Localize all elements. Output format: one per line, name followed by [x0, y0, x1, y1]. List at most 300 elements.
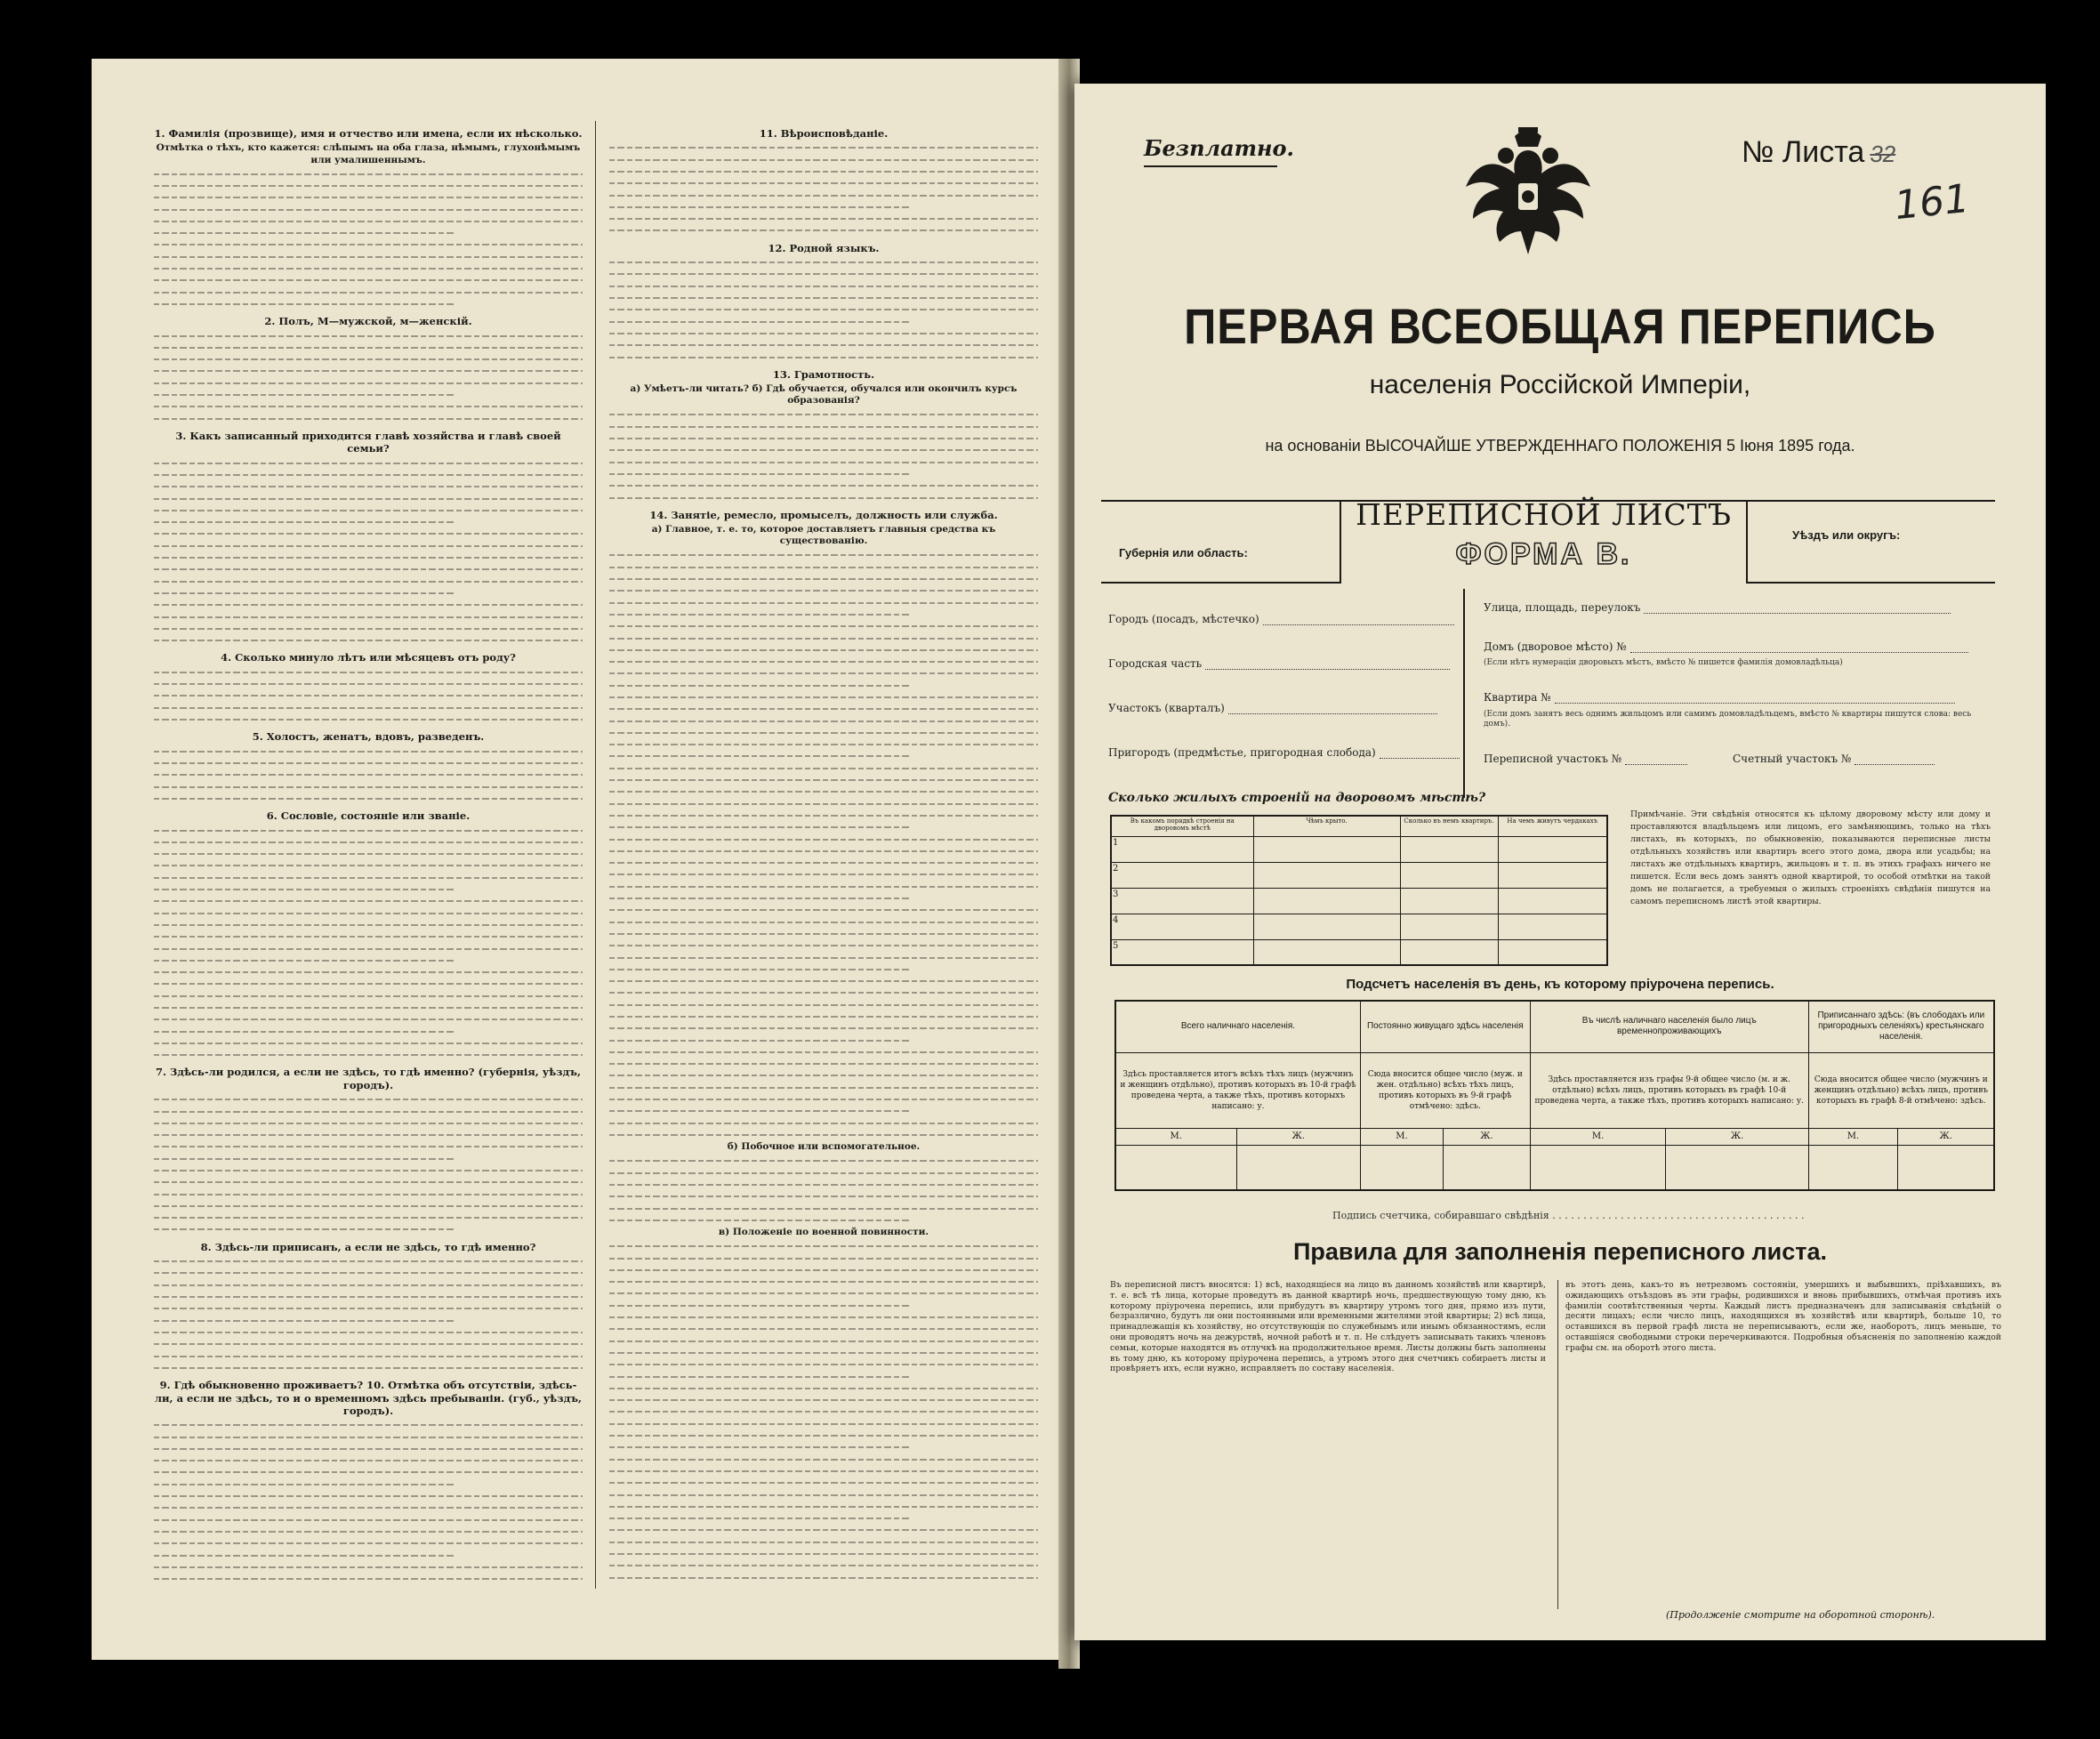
illegible-text-line [609, 810, 1038, 820]
illegible-text-line [609, 987, 1038, 997]
suburb-field[interactable] [1108, 746, 1460, 759]
table-cell[interactable] [1498, 862, 1607, 888]
illegible-text-line [154, 782, 583, 792]
illegible-text-line [609, 433, 1038, 443]
illegible-text-line [154, 1292, 583, 1301]
buildings-col-roof: Чѣмъ крыто. [1253, 816, 1400, 837]
illegible-text-line [609, 763, 1038, 773]
table-cell[interactable] [1498, 888, 1607, 914]
illegible-text-line [154, 588, 454, 598]
male-label: М. [1360, 1128, 1443, 1145]
illegible-text-line [154, 228, 454, 238]
illegible-text-line [154, 703, 583, 713]
illegible-text-line [609, 656, 1038, 666]
illegible-text-line [609, 1047, 1038, 1057]
illegible-text-line [609, 846, 1038, 856]
table-cell[interactable] [1400, 862, 1498, 888]
illegible-text-line [609, 1179, 1038, 1189]
count-cell[interactable] [1898, 1145, 1994, 1190]
illegible-text-line [154, 1562, 583, 1572]
illegible-text-line [154, 401, 583, 411]
illegible-text-line [154, 576, 583, 586]
city-part-field[interactable] [1108, 657, 1450, 670]
count-cell[interactable] [1360, 1145, 1443, 1190]
street-label: Улица, площадь, переулокъ [1484, 601, 1641, 614]
illegible-text-line [609, 857, 1038, 867]
instruction-heading: 4. Сколько минуло лѣтъ или мѣсяцевъ отъ роду? [221, 651, 516, 664]
column-divider [595, 121, 596, 1589]
table-cell[interactable] [1400, 837, 1498, 863]
illegible-text-line [609, 213, 1038, 223]
table-row [1111, 939, 1607, 965]
gubernia-field[interactable]: Губернія или область: [1101, 502, 1341, 584]
illegible-text-line [609, 469, 909, 479]
illegible-text-line [154, 239, 583, 249]
illegible-text-line [154, 470, 583, 479]
precinct-label: Участокъ (кварталъ) [1108, 702, 1225, 714]
form-label: ФОРМА В. [1455, 537, 1632, 571]
illegible-text-line [609, 976, 1038, 986]
illegible-text-line [609, 1083, 1038, 1092]
illegible-text-line [154, 1256, 583, 1266]
illegible-text-line [154, 967, 583, 977]
illegible-text-line [609, 281, 1038, 291]
uezd-field[interactable]: Уѣздъ или округъ: [1746, 502, 1995, 584]
row-number: 1 [1111, 837, 1253, 863]
illegible-text-line [154, 205, 583, 214]
illegible-text-line [609, 680, 909, 690]
illegible-text-line [609, 328, 1038, 338]
illegible-text-line [609, 550, 1038, 560]
illegible-text-line [154, 299, 454, 309]
illegible-text-line [154, 1502, 583, 1512]
illegible-text-line [609, 1241, 1038, 1251]
illegible-text-line [154, 481, 583, 491]
illegible-text-line [609, 917, 1038, 927]
illegible-text-line [609, 929, 1038, 938]
illegible-text-line [609, 786, 1038, 796]
illegible-text-line [154, 873, 583, 882]
illegible-text-line [154, 1224, 454, 1234]
illegible-text-line [609, 1372, 909, 1381]
instruction-subheading: в) Положеніе по военной повинности. [718, 1227, 929, 1238]
illegible-text-line [609, 1276, 1038, 1286]
female-label: Ж. [1236, 1128, 1360, 1145]
illegible-text-line [609, 1419, 1038, 1429]
census-subtitle: населенія Россійской Имперіи, [1369, 370, 1751, 399]
illegible-text-line [154, 1268, 583, 1277]
count-col-total: Всего наличнаго населенія. [1115, 1001, 1360, 1052]
rules-column-1: Въ переписной листъ вносятся: 1) всѣ, находящіеся на лицо въ данномъ хозяйствѣ или квартирѣ, т. е. всѣ тѣ лица, которые проведутъ въ данной квартирѣ ночь, предшествующую тому дню, къ которому пріурочена перепись, или прибудутъ въ квартиру утромъ того дня, прямо изъ пути, безразлично, будутъ ли они постоянными или временными жителями этой квартиры; 2) всѣ лица, принадлежащія къ хозяйству, но отсутствующія по служебнымъ или инымъ обязанностямъ, если они проводятъ ночь на дежурствѣ, ночной работѣ и т. п. Не слѣдуетъ записывать такихъ членовъ семьи, которые находятся въ отлучкѣ на продолжительное время. Листы должны быть заполнены въ тому дню, къ которому пріурочена перепись, а утромъ этого дня счетчикъ собираетъ листы и провѣряетъ ихъ, если нужно, исправляетъ по составу населенія. [1110, 1280, 1546, 1374]
illegible-text-line [154, 1141, 583, 1151]
illegible-text-line [154, 1515, 583, 1525]
illegible-text-line [609, 1560, 1038, 1570]
illegible-text-line [154, 991, 583, 1001]
illegible-text-line [609, 1312, 1038, 1322]
illegible-text-line [609, 1537, 1038, 1547]
illegible-text-line [154, 612, 583, 622]
illegible-text-line [609, 1549, 1038, 1558]
city-part-label: Городская часть [1108, 657, 1203, 670]
illegible-text-line [609, 1288, 1038, 1298]
illegible-text-line [154, 494, 583, 503]
illegible-text-line [609, 493, 1038, 503]
illegible-text-line [154, 1327, 583, 1337]
continued-note: (Продолженіе смотрите на оборотной сторонѣ). [1666, 1609, 1935, 1621]
illegible-text-line [609, 905, 1038, 914]
illegible-text-line [609, 1383, 1038, 1393]
illegible-text-line [609, 1035, 909, 1045]
count-cell[interactable] [1808, 1145, 1898, 1190]
illegible-text-line [154, 1201, 583, 1211]
buildings-question: Сколько жилыхъ строеній на дворовомъ мѣстѣ? [1108, 791, 1486, 805]
illegible-text-line [154, 366, 583, 375]
illegible-text-line [609, 1454, 1038, 1464]
city-label: Городъ (посадъ, мѣстечко) [1108, 613, 1259, 625]
rules-column-2: въ этотъ день, какъ-то въ нетрезвомъ состояніи, умершихъ и выбывшихъ, пріѣхавшихъ, въ ожидающихъ отъѣздовъ въ эти графы, родившихся и вновь прибывшихъ, отмѣчая противъ ихъ фамиліи соотвѣтственныя черты. Каждый листъ предназначенъ для записыванія свѣдѣній о десяти лицахъ; если число лицъ, находящихся въ хозяйствѣ или квартирѣ, больше 10, то оставшихся въ первой графѣ листа не переписываютъ, если же, наоборотъ, лицъ меньше, то оставшіяся свободными строки перечеркиваются. Подробныя объясненія по заполненію каждой графы см. на оборотѣ этого листа. [1565, 1280, 2001, 1353]
illegible-text-line [609, 1573, 1038, 1582]
census-title: ПЕРВАЯ ВСЕОБЩАЯ ПЕРЕПИСЬ [1184, 298, 1936, 354]
illegible-text-line [154, 541, 583, 551]
illegible-text-line [609, 692, 1038, 702]
illegible-text-line [609, 1525, 1038, 1534]
illegible-text-line [154, 1026, 454, 1036]
illegible-text-line [154, 635, 583, 645]
illegible-text-line [154, 1574, 583, 1583]
illegible-text-line [154, 414, 583, 423]
instruction-subheading: а) Умѣетъ-ли читать? б) Гдѣ обучается, обучался или окончилъ курсъ образованія? [630, 383, 1018, 407]
illegible-text-line [609, 869, 1038, 879]
census-district-field[interactable] [1484, 753, 1687, 765]
instruction-heading: 14. Занятіе, ремесло, промыселъ, должность или служба. [649, 508, 998, 521]
illegible-text-line [609, 940, 1038, 950]
instruction-subheading: б) Побочное или вспомогательное. [727, 1141, 921, 1153]
illegible-text-line [609, 257, 1038, 267]
illegible-text-line [154, 667, 583, 677]
table-cell[interactable] [1498, 914, 1607, 939]
illegible-text-line [154, 908, 583, 918]
illegible-text-line [609, 668, 1038, 678]
illegible-text-line [609, 964, 909, 974]
illegible-text-line [609, 1168, 1038, 1178]
illegible-text-line [609, 1501, 1038, 1511]
illegible-text-line [609, 1094, 1038, 1104]
illegible-text-line [154, 896, 583, 906]
illegible-text-line [609, 1106, 909, 1115]
illegible-text-line [609, 166, 1038, 176]
illegible-text-line [154, 1165, 583, 1175]
illegible-text-line [154, 169, 583, 179]
illegible-text-line [154, 1303, 583, 1313]
illegible-text-line [609, 304, 1038, 314]
sheet-name: ПЕРЕПИСНОЙ ЛИСТЪ [1356, 497, 1732, 532]
illegible-text-line [609, 190, 1038, 200]
illegible-text-line [609, 751, 909, 761]
illegible-text-line [154, 624, 583, 633]
city-field[interactable] [1108, 613, 1454, 625]
buildings-col-order: Въ какомъ порядкѣ строенія на дворовомъ мѣстѣ [1111, 816, 1253, 837]
illegible-text-line [609, 422, 1038, 431]
illegible-text-line [609, 834, 1038, 844]
illegible-text-line [609, 1204, 1038, 1213]
illegible-text-line [609, 621, 1038, 631]
illegible-text-line [609, 574, 1038, 584]
legal-basis: на основаніи ВЫСОЧАЙШЕ УТВЕРЖДЕННАГО ПОЛОЖЕНІЯ 5 Іюня 1895 года. [1265, 437, 1855, 455]
row-number: 4 [1111, 914, 1253, 939]
illegible-text-line [154, 458, 583, 468]
illegible-text-line [609, 609, 909, 619]
illegible-text-line [609, 225, 1038, 235]
male-label: М. [1530, 1128, 1666, 1145]
illegible-text-line [609, 728, 1038, 737]
table-cell[interactable] [1253, 862, 1400, 888]
table-row [1111, 862, 1607, 888]
illegible-text-line [154, 758, 583, 768]
illegible-text-line [154, 528, 583, 538]
count-col-registered: Приписаннаго здѣсь: (въ слободахъ или пригородныхъ селеніяхъ) крестьянскаго населенія. [1808, 1001, 1994, 1052]
illegible-text-line [609, 716, 1038, 726]
illegible-text-line [154, 331, 583, 341]
census-form-page [1074, 84, 2046, 1640]
female-label: Ж. [1898, 1128, 1994, 1145]
instruction-heading: 1. Фамилія (прозвище), имя и отчество или имена, если их нѣсколько. [154, 127, 583, 140]
illegible-text-line [609, 1118, 1038, 1128]
illegible-text-line [154, 679, 583, 688]
instruction-subheading: Отмѣтка о тѣхъ, кто кажется: слѣпымъ на оба глаза, нѣмымъ, глухонѣмымъ или умалишеннымъ. [156, 142, 581, 165]
illegible-text-line [154, 1538, 583, 1548]
illegible-text-line [609, 1130, 1038, 1139]
apartment-field[interactable] [1484, 691, 1955, 704]
illegible-text-line [609, 445, 1038, 455]
signature-line[interactable]: Подпись счетчика, собиравшаго свѣдѣнія . . . . . . . . . . . . . . . . . . . . . . . . . . . . . . . . . . . . . . . . . [1332, 1210, 1805, 1221]
instruction-heading: 9. Гдѣ обыкновенно проживаетъ? 10. Отмѣтка объ отсутствіи, здѣсь-ли, а если не здѣсь, то и о временномъ здѣсь пребываніи. (губ., уѣздъ, городъ). [154, 1379, 583, 1417]
signature-label: Подпись счетчика, собиравшаго свѣдѣнія [1332, 1210, 1549, 1221]
table-row [1111, 888, 1607, 914]
illegible-text-line [609, 340, 1038, 350]
illegible-text-line [154, 793, 583, 803]
illegible-text-line [609, 1023, 1038, 1033]
sheet-number-label: № Листа [1742, 135, 1865, 169]
illegible-text-line [154, 1189, 583, 1199]
illegible-text-line [609, 1155, 1038, 1165]
illegible-text-line [609, 1253, 1038, 1263]
instruction-subheading: а) Главное, т. е. то, которое доставляетъ главныя средства къ существованію. [651, 524, 996, 547]
instruction-heading: 8. Здѣсь-ли приписанъ, а если не здѣсь, то гдѣ именно? [200, 1240, 536, 1253]
illegible-text-line [154, 263, 583, 273]
illegible-text-line [154, 920, 583, 930]
illegible-text-line [154, 1177, 583, 1187]
instruction-heading: 3. Какъ записанный приходится главѣ хозяйства и главѣ своей семьи? [175, 429, 561, 455]
illegible-text-line [154, 1038, 583, 1048]
free-label: Безплатно. [1144, 135, 1294, 161]
illegible-text-line [154, 1154, 454, 1163]
count-cell[interactable] [1115, 1145, 1236, 1190]
illegible-text-line [154, 944, 583, 954]
illegible-text-line [609, 1513, 909, 1523]
illegible-text-line [154, 714, 583, 724]
illegible-text-line [154, 287, 583, 297]
illegible-text-line [609, 1324, 1038, 1333]
count-cell[interactable] [1444, 1145, 1531, 1190]
instruction-heading: 7. Здѣсь-ли родился, а если не здѣсь, то гдѣ именно? (губернія, уѣздъ, городъ). [156, 1066, 581, 1091]
table-cell[interactable] [1253, 914, 1400, 939]
illegible-text-line [609, 457, 1038, 467]
illegible-text-line [154, 1351, 583, 1361]
illegible-text-line [609, 822, 909, 832]
left-page-instructions [92, 59, 1063, 1660]
count-cell[interactable] [1530, 1145, 1666, 1190]
illegible-text-line [154, 1491, 583, 1501]
precinct-field[interactable] [1108, 702, 1437, 714]
illegible-text-line [609, 1215, 909, 1225]
illegible-text-line [154, 275, 583, 285]
illegible-text-line [609, 1348, 1038, 1357]
illegible-text-line [154, 1479, 454, 1489]
illegible-text-line [154, 1280, 583, 1290]
illegible-text-line [154, 1014, 583, 1024]
illegible-text-line [609, 598, 1038, 608]
illegible-text-line [154, 837, 583, 847]
illegible-text-line [154, 978, 583, 988]
street-field[interactable] [1484, 601, 1951, 614]
illegible-text-line [609, 480, 1038, 490]
count-desc-permanent: Сюда вносится общее число (муж. и жен. отдѣльно) всѣхъ тѣхъ лицъ, противъ которыхъ въ 9-й графѣ отмѣчено: здѣсь. [1360, 1052, 1530, 1128]
instruction-heading: 5. Холостъ, женатъ, вдовъ, разведенъ. [252, 730, 485, 744]
count-district-field[interactable] [1733, 753, 1935, 765]
illegible-text-line [154, 1420, 583, 1429]
male-label: М. [1808, 1128, 1898, 1145]
illegible-text-line [609, 269, 1038, 278]
table-cell[interactable] [1400, 914, 1498, 939]
sheet-number [1742, 135, 1895, 170]
illegible-text-line [154, 354, 583, 364]
illegible-text-line [609, 893, 909, 903]
illegible-text-line [154, 505, 583, 515]
instruction-heading: 11. Вѣроисповѣданіе. [759, 127, 889, 140]
count-cell[interactable] [1236, 1145, 1360, 1190]
illegible-text-line [154, 517, 454, 527]
illegible-text-line [609, 1430, 1038, 1440]
illegible-text-line [609, 1477, 1038, 1487]
illegible-text-line [154, 955, 454, 965]
illegible-text-line [154, 1432, 583, 1442]
table-row [1111, 837, 1607, 863]
free-underline [1144, 165, 1277, 167]
count-cell[interactable] [1666, 1145, 1808, 1190]
illegible-text-line [154, 1363, 583, 1373]
illegible-text-line [154, 1444, 583, 1453]
illegible-text-line [609, 1059, 1038, 1068]
illegible-text-line [609, 1466, 1038, 1476]
illegible-text-line [609, 1000, 1038, 1010]
population-count-title: Подсчетъ населенія въ день, къ которому пріурочена перепись. [1346, 977, 1774, 992]
instruction-heading: 13. Грамотность. [772, 367, 875, 381]
illegible-text-line [609, 1191, 1038, 1201]
suburb-label: Пригородъ (предмѣстье, пригородная слобода) [1108, 746, 1376, 759]
apartment-label: Квартира № [1484, 691, 1551, 704]
table-cell[interactable] [1253, 939, 1400, 965]
illegible-text-line [154, 216, 583, 226]
house-field[interactable] [1484, 640, 1968, 653]
population-count-table [1114, 1000, 1995, 1191]
illegible-text-line [609, 1336, 1038, 1346]
illegible-text-line [609, 1011, 1038, 1021]
house-note: (Если нѣтъ нумераціи дворовыхъ мѣстъ, вмѣсто № пишется фамилія домовладѣльца) [1484, 658, 1843, 667]
male-label: М. [1115, 1128, 1236, 1145]
illegible-text-line [154, 860, 583, 870]
table-cell[interactable] [1498, 939, 1607, 965]
illegible-text-line [609, 352, 1038, 362]
illegible-text-line [154, 1316, 454, 1325]
illegible-text-line [609, 1300, 909, 1310]
illegible-text-line [154, 1212, 583, 1222]
sheet-number-crossed: 32 [1870, 141, 1896, 167]
row-number: 2 [1111, 862, 1253, 888]
illegible-text-line [609, 633, 1038, 643]
illegible-text-line [609, 1490, 1038, 1500]
address-divider [1463, 589, 1465, 798]
illegible-text-line [609, 1406, 1038, 1416]
illegible-text-line [609, 645, 1038, 655]
row-number: 3 [1111, 888, 1253, 914]
count-col-temporary: Въ числѣ наличнаго населенія было лицъ временнопроживающихъ [1530, 1001, 1808, 1052]
illegible-text-line [154, 931, 583, 941]
illegible-text-line [154, 600, 583, 609]
illegible-text-line [609, 293, 1038, 302]
illegible-text-line [154, 378, 583, 388]
count-desc-temporary: Здѣсь проставляется изъ графы 9-й общее число (м. и ж. отдѣльно) всѣхъ лицъ, противъ которыхъ въ графѣ 10-й проведена черта, а также тѣхъ, противъ которыхъ написано: у. [1530, 1052, 1808, 1128]
illegible-text-line [154, 181, 583, 190]
census-district-label: Переписной участокъ № [1484, 753, 1622, 765]
illegible-text-line [154, 1118, 583, 1128]
illegible-text-line [609, 1395, 1038, 1405]
illegible-text-line [154, 192, 583, 202]
illegible-text-line [609, 585, 1038, 595]
illegible-text-line [154, 884, 454, 894]
illegible-text-line [154, 1094, 583, 1104]
illegible-text-line [609, 1359, 1038, 1369]
female-label: Ж. [1444, 1128, 1531, 1145]
female-label: Ж. [1666, 1128, 1808, 1145]
illegible-text-line [609, 1070, 1038, 1080]
table-cell[interactable] [1253, 888, 1400, 914]
illegible-text-line [154, 1107, 583, 1116]
illegible-text-line [609, 799, 1038, 809]
buildings-note: Примѣчаніе. Эти свѣдѣнія относятся къ цѣлому дворовому мѣсту или дому и проставляются владѣльцемъ или лицомъ, его замѣняющимъ, только на тѣхъ листахъ, въ которыхъ, по обыкновенію, показываются переписные листы отдѣльныхъ хозяйствъ или квартиръ всего этого дома, двора или усадьбы; на листахъ же отдѣльныхъ квартиръ, жильцовъ и т. п. въ этихъ графахъ ничего не пишется. Если весь домъ занятъ одной квартирой, то особой отмѣтки на такой домъ не полагается, а требуемыя о жилыхъ строеніяхъ свѣдѣнія пишутся на самомъ переписномъ листѣ этой квартиры. [1630, 809, 1991, 906]
table-cell[interactable] [1400, 939, 1498, 965]
illegible-text-line [609, 562, 1038, 572]
double-headed-eagle-emblem-icon [1461, 124, 1595, 275]
table-cell[interactable] [1400, 888, 1498, 914]
rules-divider [1557, 1280, 1558, 1609]
house-label: Домъ (дворовое мѣсто) № [1484, 640, 1627, 653]
illegible-text-line [154, 746, 583, 756]
illegible-text-line [154, 564, 583, 574]
illegible-text-line [609, 739, 1038, 749]
illegible-text-line [609, 317, 909, 326]
illegible-text-line [154, 1002, 583, 1012]
illegible-text-line [609, 202, 909, 212]
illegible-text-line [609, 178, 1038, 188]
illegible-text-line [154, 1467, 583, 1477]
rules-title: Правила для заполненія переписного листа. [1292, 1238, 1828, 1265]
table-cell[interactable] [1253, 837, 1400, 863]
illegible-text-line [154, 769, 583, 779]
row-number: 5 [1111, 939, 1253, 965]
table-cell[interactable] [1498, 837, 1607, 863]
illegible-text-line [154, 342, 583, 352]
count-desc-registered: Сюда вносится общее число (мужчинъ и женщинъ отдѣльно) всѣхъ лицъ, противъ которыхъ въ графѣ 8-й отмѣчено: здѣсь. [1808, 1052, 1994, 1128]
